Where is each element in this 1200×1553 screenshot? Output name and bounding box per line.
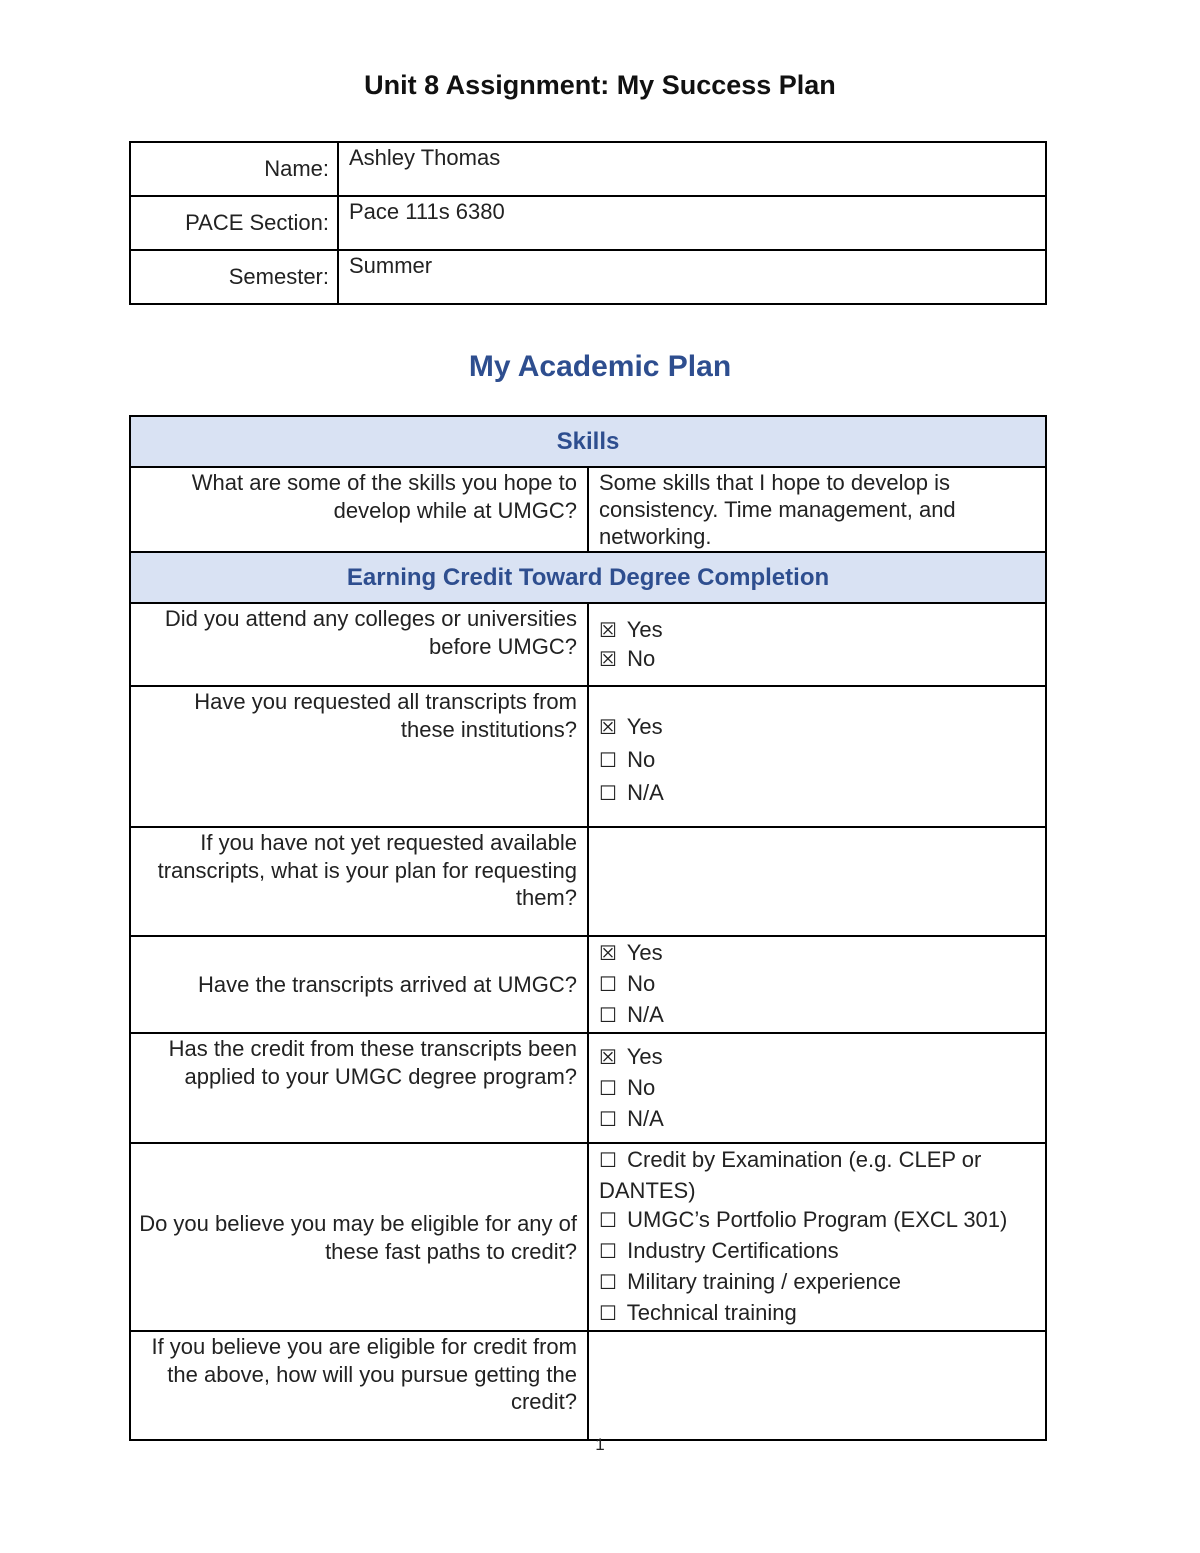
semester-value[interactable]: Summer bbox=[338, 250, 1046, 304]
checked-checkbox-icon: ☒ bbox=[599, 1046, 617, 1069]
fast-paths-row bbox=[130, 1143, 1046, 1331]
option-label: Yes bbox=[626, 940, 663, 965]
checkbox-option[interactable] bbox=[599, 711, 1035, 744]
option-label: No bbox=[627, 645, 656, 671]
checkbox-icon: ☐ bbox=[599, 1272, 617, 1294]
checkbox-option[interactable] bbox=[599, 1042, 1035, 1073]
checked-checkbox-icon: ☒ bbox=[599, 943, 617, 965]
attended-colleges-row bbox=[130, 603, 1046, 686]
pursue-credit-answer[interactable] bbox=[588, 1331, 1046, 1440]
option-label: N/A bbox=[627, 780, 664, 805]
transcript-plan-question: If you have not yet requested available transcripts, what is your plan for requesting them? bbox=[130, 827, 588, 936]
checkbox-option[interactable] bbox=[599, 616, 1035, 645]
checkbox-icon: ☐ bbox=[599, 974, 617, 996]
attended-colleges-question: Did you attend any colleges or universities before UMGC? bbox=[130, 603, 588, 686]
checkbox-icon: ☐ bbox=[599, 1077, 617, 1100]
checkbox-icon: ☐ bbox=[599, 1241, 617, 1263]
section-label: PACE Section: bbox=[130, 196, 338, 250]
skills-answer[interactable]: Some skills that I hope to develop is consistency. Time management, and networking. bbox=[588, 467, 1046, 552]
section-row bbox=[130, 196, 1046, 250]
option-label: Credit by Examination (e.g. CLEP or DANTES) bbox=[599, 1147, 982, 1203]
checkbox-option[interactable] bbox=[599, 744, 1035, 777]
academic-plan-title: My Academic Plan bbox=[468, 350, 732, 383]
option-label: Industry Certifications bbox=[627, 1238, 839, 1263]
option-label: Yes bbox=[626, 1043, 663, 1069]
academic-plan-table bbox=[129, 415, 1047, 1441]
transcripts-arrived-question: Have the transcripts arrived at UMGC? bbox=[130, 936, 588, 1033]
checked-checkbox-icon: ☒ bbox=[599, 619, 617, 642]
pursue-credit-question: If you believe you are eligible for credit from the above, how will you pursue getting the credit? bbox=[130, 1331, 588, 1440]
skills-row bbox=[130, 467, 1046, 552]
student-info-table bbox=[129, 141, 1047, 305]
credit-applied-answer bbox=[588, 1033, 1046, 1143]
transcript-plan-answer[interactable] bbox=[588, 827, 1046, 936]
option-label: N/A bbox=[627, 1105, 664, 1131]
checkbox-icon: ☐ bbox=[599, 1108, 617, 1131]
name-label: Name: bbox=[130, 142, 338, 196]
option-label: UMGC’s Portfolio Program (EXCL 301) bbox=[627, 1207, 1008, 1232]
document-title: Unit 8 Assignment: My Success Plan bbox=[364, 70, 836, 100]
option-label: Yes bbox=[626, 714, 663, 739]
pursue-credit-row bbox=[130, 1331, 1046, 1440]
skills-header: Skills bbox=[130, 416, 1046, 467]
semester-row bbox=[130, 250, 1046, 304]
semester-label: Semester: bbox=[130, 250, 338, 304]
checkbox-icon: ☐ bbox=[599, 1210, 617, 1232]
skills-question: What are some of the skills you hope to develop while at UMGC? bbox=[130, 467, 588, 552]
checkbox-icon: ☐ bbox=[599, 1150, 617, 1172]
credit-applied-question: Has the credit from these transcripts been applied to your UMGC degree program? bbox=[130, 1033, 588, 1143]
requested-transcripts-question: Have you requested all transcripts from these institutions? bbox=[130, 686, 588, 827]
checkbox-option[interactable] bbox=[599, 1073, 1035, 1104]
checkbox-option[interactable] bbox=[599, 777, 1035, 810]
checkbox-icon: ☐ bbox=[599, 1303, 617, 1325]
checkbox-option[interactable] bbox=[599, 1298, 1035, 1329]
option-label: Yes bbox=[626, 616, 663, 642]
transcript-plan-row bbox=[130, 827, 1046, 936]
checked-checkbox-icon: ☒ bbox=[599, 648, 617, 671]
checkbox-option[interactable] bbox=[599, 645, 1035, 674]
transcripts-arrived-row bbox=[130, 936, 1046, 1033]
option-label: No bbox=[627, 1074, 656, 1100]
checked-checkbox-icon: ☒ bbox=[599, 717, 617, 739]
option-label: No bbox=[627, 971, 656, 996]
option-label: Military training / experience bbox=[627, 1269, 902, 1294]
checkbox-icon: ☐ bbox=[599, 1005, 617, 1027]
checkbox-option[interactable] bbox=[599, 1236, 1035, 1267]
requested-transcripts-answer bbox=[588, 686, 1046, 827]
checkbox-option[interactable] bbox=[599, 1205, 1035, 1236]
name-value[interactable]: Ashley Thomas bbox=[338, 142, 1046, 196]
checkbox-option[interactable] bbox=[599, 938, 1035, 969]
checkbox-option[interactable] bbox=[599, 1145, 1035, 1205]
option-label: N/A bbox=[627, 1002, 664, 1027]
section-value[interactable]: Pace 111s 6380 bbox=[338, 196, 1046, 250]
checkbox-icon: ☐ bbox=[599, 783, 617, 805]
fast-paths-question: Do you believe you may be eligible for any of these fast paths to credit? bbox=[130, 1143, 588, 1331]
credit-header: Earning Credit Toward Degree Completion bbox=[130, 552, 1046, 603]
transcripts-arrived-answer bbox=[588, 936, 1046, 1033]
checkbox-option[interactable] bbox=[599, 1267, 1035, 1298]
checkbox-icon: ☐ bbox=[599, 750, 617, 772]
checkbox-option[interactable] bbox=[599, 969, 1035, 1000]
name-row bbox=[130, 142, 1046, 196]
requested-transcripts-row bbox=[130, 686, 1046, 827]
option-label: Technical training bbox=[626, 1300, 797, 1325]
option-label: No bbox=[627, 747, 656, 772]
checkbox-option[interactable] bbox=[599, 1104, 1035, 1135]
page-number: 1 bbox=[595, 1435, 605, 1454]
attended-colleges-answer bbox=[588, 603, 1046, 686]
fast-paths-answer bbox=[588, 1143, 1046, 1331]
credit-applied-row bbox=[130, 1033, 1046, 1143]
checkbox-option[interactable] bbox=[599, 1000, 1035, 1031]
